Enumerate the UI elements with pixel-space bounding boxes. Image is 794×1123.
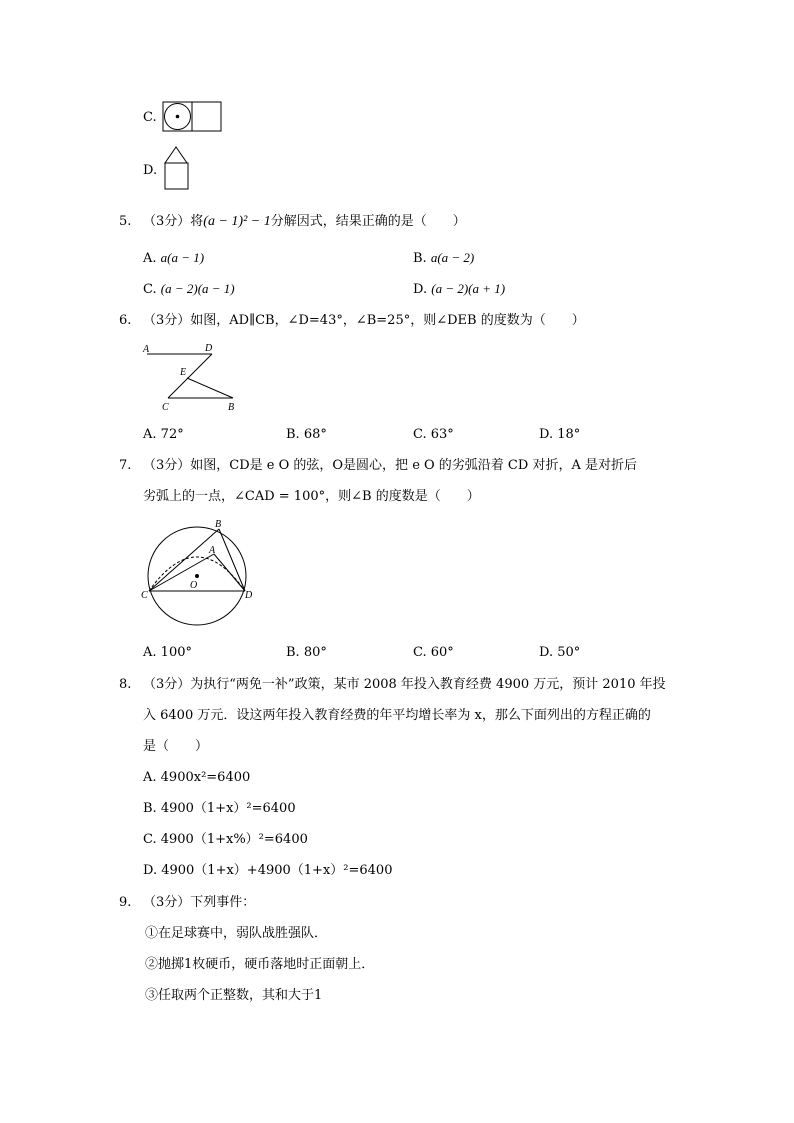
q6-number: 6. — [119, 313, 132, 328]
option-label: D. — [539, 645, 554, 660]
q8-line1-text: 为执行“两免一补”政策，某市 2008 年投入教育经费 4900 万元，预计 2010 年投 — [190, 677, 666, 692]
q5-expression: (a − 1)² − 1 — [203, 214, 271, 229]
square-right — [192, 102, 221, 131]
q7-score: （3分） — [143, 458, 191, 473]
q8-stem-line2: 入 6400 万元．设这两年投入教育经费的年平均增长率为 x，那么下面列出的方程正确的 — [143, 708, 651, 723]
q9-stem-text: 下列事件： — [190, 895, 256, 910]
q5-option-a — [143, 250, 204, 267]
label-c: C — [162, 402, 169, 413]
q6-option-d — [539, 427, 580, 443]
option-text: 100° — [160, 645, 192, 660]
label-e: E — [180, 367, 187, 378]
q9-score: （3分） — [143, 895, 191, 910]
option-label: A. — [143, 427, 157, 442]
q4-option-c-figure — [162, 101, 224, 133]
option-label: C. — [413, 645, 427, 660]
q6-score: （3分） — [143, 313, 191, 328]
q6-option-c — [413, 427, 454, 443]
q8-score: （3分） — [143, 677, 191, 692]
q9-item-3: ③任取两个正整数，其和大于1 — [145, 988, 323, 1003]
q7-stem-line1 — [143, 458, 637, 474]
option-label: A. — [143, 645, 157, 660]
q7-line1-text: 如图，CD是 e O 的弦，O是圆心，把 e O 的劣弧沿着 CD 对折，A 是对折后 — [190, 458, 637, 473]
option-text: 60° — [430, 645, 454, 660]
option-text: 80° — [303, 645, 327, 660]
label-d: D — [245, 590, 253, 601]
q5-option-b — [413, 250, 474, 267]
square — [165, 163, 188, 189]
option-label: D. — [539, 427, 554, 442]
option-label: D. — [413, 282, 428, 297]
q7-option-b — [286, 645, 327, 661]
label-o: O — [190, 580, 198, 591]
option-text: a(a − 1) — [160, 250, 205, 265]
q5-stem — [143, 214, 466, 230]
option-text: 72° — [160, 427, 184, 442]
q9-stem — [143, 895, 255, 911]
label-d: D — [205, 343, 213, 354]
q6-stem — [143, 313, 585, 329]
q6-option-a — [143, 427, 184, 443]
q9-item-1: ①在足球赛中，弱队战胜强队． — [145, 926, 328, 941]
q8-stem-line1 — [143, 677, 666, 693]
option-label: C. — [143, 282, 157, 297]
q7-number: 7. — [119, 458, 132, 473]
q8-option-d: D. 4900（1+x）+4900（1+x）²=6400 — [143, 863, 393, 878]
label-b: B — [228, 402, 235, 413]
segment-eb — [187, 378, 233, 398]
segment-ca — [149, 554, 214, 591]
q8-stem-line3: 是（ ） — [143, 739, 209, 754]
option-text: a(a − 2) — [430, 250, 475, 265]
option-text: (a − 2)(a − 1) — [160, 281, 235, 296]
option-label: B. — [413, 251, 427, 266]
option-label: C. — [413, 427, 427, 442]
segment-dc — [168, 354, 212, 398]
option-label: B. — [286, 427, 300, 442]
segment-bd — [219, 529, 245, 591]
q6-figure — [140, 340, 244, 416]
center-dot — [176, 115, 180, 119]
q5-score: （3分） — [143, 214, 191, 229]
q5-stem-pre: 将 — [190, 214, 204, 229]
label-a: A — [143, 344, 150, 355]
q4-option-d-label: D. — [143, 163, 158, 178]
q4-option-d-figure — [162, 145, 192, 191]
label-b: B — [215, 519, 222, 530]
option-text: 18° — [557, 427, 581, 442]
q4-option-c-label: C. — [143, 110, 157, 125]
segment-cb — [149, 529, 219, 591]
q8-option-c: C. 4900（1+x%）²=6400 — [143, 832, 308, 847]
q9-item-2: ②抛掷1枚硬币，硬币落地时正面朝上． — [145, 957, 375, 972]
q5-option-d — [413, 281, 505, 298]
q8-number: 8. — [119, 677, 132, 692]
q6-option-b — [286, 427, 327, 443]
option-label: A. — [143, 251, 157, 266]
option-text: 68° — [303, 427, 327, 442]
label-a: A — [209, 545, 216, 556]
label-c: C — [141, 590, 148, 601]
q7-figure — [140, 518, 260, 630]
option-text: 63° — [430, 427, 454, 442]
q5-number: 5. — [119, 214, 132, 229]
q8-option-a: A. 4900x²=6400 — [143, 770, 251, 785]
q5-stem-post: 分解因式，结果正确的是（ ） — [270, 214, 466, 229]
triangle — [165, 147, 187, 163]
center-o — [195, 574, 199, 578]
segment-ad — [214, 554, 245, 591]
q7-option-c — [413, 645, 454, 661]
q9-number: 9. — [119, 895, 132, 910]
q7-option-a — [143, 645, 192, 661]
q8-option-b: B. 4900（1+x）²=6400 — [143, 801, 296, 816]
q7-stem-line2: 劣弧上的一点，∠CAD = 100°，则∠B 的度数是（ ） — [143, 489, 480, 504]
option-text: (a − 2)(a + 1) — [431, 281, 506, 296]
q6-stem-text: 如图，AD∥CB，∠D=43°，∠B=25°，则∠DEB 的度数为（ ） — [190, 313, 585, 328]
q5-option-c — [143, 281, 235, 298]
option-text: 50° — [557, 645, 581, 660]
option-label: B. — [286, 645, 300, 660]
q7-option-d — [539, 645, 580, 661]
